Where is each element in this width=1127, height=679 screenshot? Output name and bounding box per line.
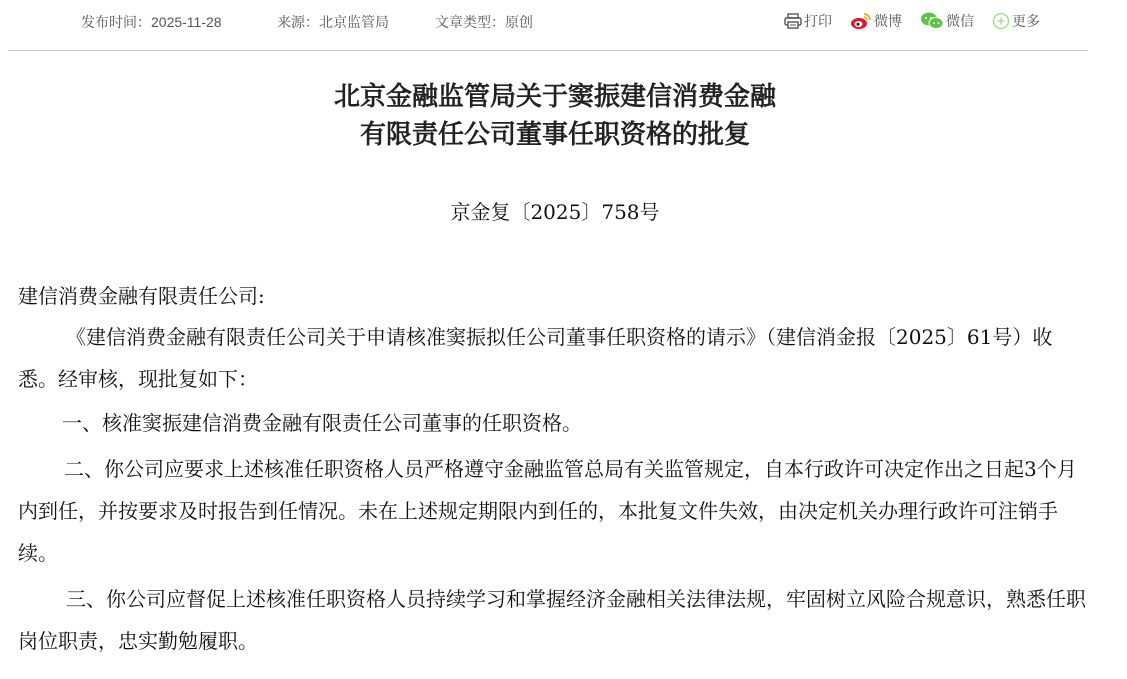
article-meta-bar bbox=[0, 0, 1127, 44]
article-title-line-1: 北京金融监管局关于窦振建信消费金融 bbox=[333, 82, 776, 112]
publish-time bbox=[81, 12, 222, 32]
article-type-value: 原创 bbox=[505, 14, 533, 30]
salutation: 建信消费金融有限责任公司: bbox=[18, 284, 265, 308]
article-type bbox=[435, 12, 533, 32]
print-button[interactable] bbox=[784, 11, 832, 31]
weibo-label: 微博 bbox=[874, 13, 902, 29]
wechat-icon bbox=[920, 12, 944, 30]
wechat-share-button[interactable] bbox=[920, 11, 974, 31]
header-divider bbox=[8, 50, 1088, 51]
article-title bbox=[0, 78, 1110, 154]
weibo-icon bbox=[850, 12, 872, 30]
approval-item-2: 二、你公司应要求上述核准任职资格人员严格遵守金融监管总局有关监管规定，自本行政许可决定作出之日起3个月内到任，并按要求及时报告到任情况。未在上述规定期限内到任的，本批复文件失效，由决定机关办理行政许可注销手续。 bbox=[18, 457, 1077, 565]
source-value: 北京监管局 bbox=[319, 14, 389, 30]
publish-time-value: 2025-11-28 bbox=[151, 14, 222, 30]
weibo-share-button[interactable] bbox=[850, 11, 902, 31]
approval-item-3: 三、你公司应督促上述核准任职资格人员持续学习和掌握经济金融相关法律法规，牢固树立风险合规意识，熟悉任职岗位职责，忠实勤勉履职。 bbox=[18, 587, 1086, 653]
intro-paragraph: 《建信消费金融有限责任公司关于申请核准窦振拟任公司董事任职资格的请示》（建信消金报〔2025〕61号）收悉。经审核，现批复如下： bbox=[18, 325, 1053, 391]
article-title-line-2: 有限责任公司董事任职资格的批复 bbox=[359, 120, 750, 150]
more-share-button[interactable] bbox=[992, 11, 1040, 31]
approval-item-1: 一、核准窦振建信消费金融有限责任公司董事的任职资格。 bbox=[62, 411, 582, 435]
publish-time-label: 发布时间： bbox=[81, 14, 151, 30]
print-label: 打印 bbox=[804, 13, 832, 29]
more-label: 更多 bbox=[1012, 13, 1040, 29]
printer-icon bbox=[784, 13, 802, 29]
article-type-label: 文章类型： bbox=[435, 14, 505, 30]
source-label: 来源： bbox=[277, 14, 319, 30]
document-number: 京金复〔2025〕758号 bbox=[450, 200, 660, 224]
plus-circle-icon bbox=[992, 12, 1010, 30]
source bbox=[277, 12, 389, 32]
wechat-label: 微信 bbox=[946, 13, 974, 29]
share-bar bbox=[784, 11, 1040, 31]
